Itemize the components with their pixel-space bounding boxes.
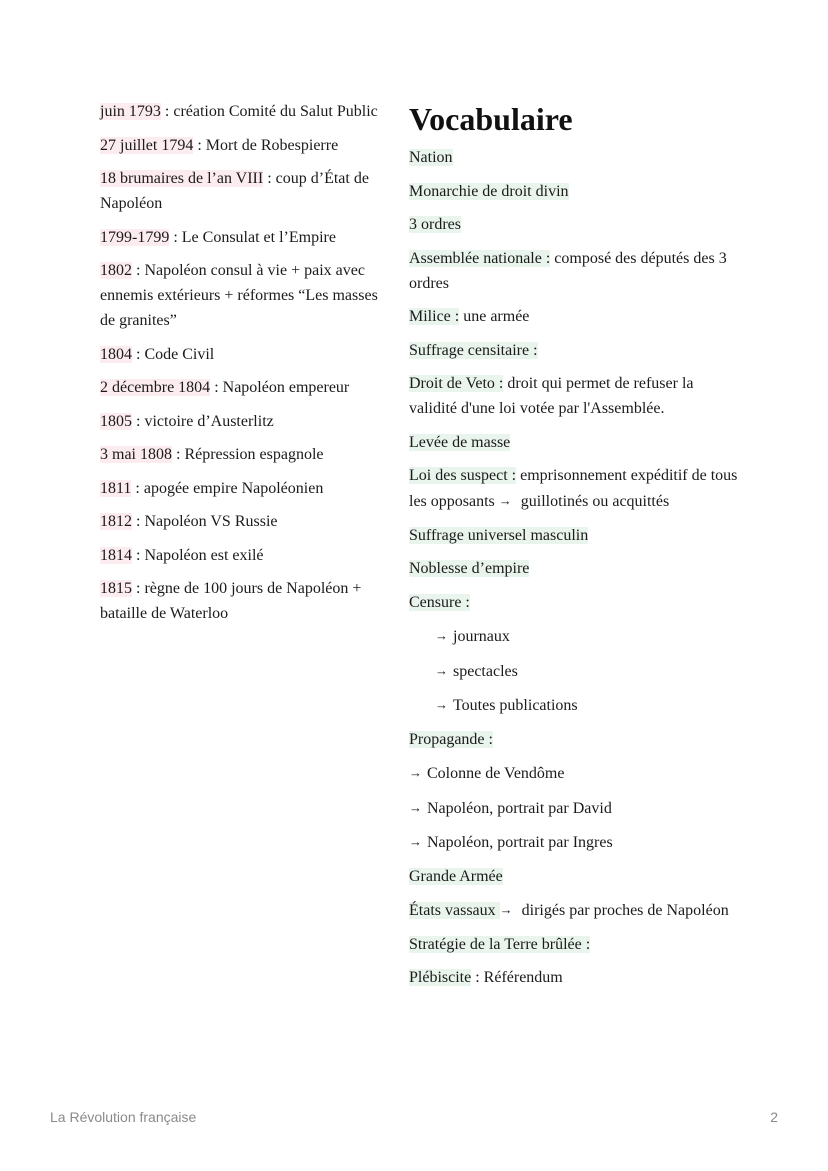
arrow-right-icon: → <box>435 628 448 643</box>
timeline-date: 1805 <box>100 412 132 430</box>
timeline-entry <box>100 476 385 501</box>
vocab-entry-noblesse <box>409 556 739 581</box>
censure-item <box>409 692 739 718</box>
timeline-entry <box>100 576 385 626</box>
vocab-entry-suffrage-universel <box>409 523 739 548</box>
timeline-date: 18 brumaires de l’an VIII <box>100 170 264 187</box>
censure-item-label: Toutes publications <box>453 697 578 714</box>
timeline-date: 1812 <box>100 513 132 530</box>
vocab-entry-terre-brulee <box>409 932 739 957</box>
vocab-entry-ordres <box>409 212 739 237</box>
timeline-text: : victoire d’Austerlitz <box>132 412 274 430</box>
vocab-definition: droit qui permet de refuser la validité d'une loi votée par l'Assemblée. <box>409 375 694 417</box>
vocab-definition: : Référendum <box>471 969 563 986</box>
propagande-item-label: Napoléon, portrait par David <box>427 799 612 817</box>
propagande-item <box>409 760 739 786</box>
vocab-term: Nation <box>409 149 453 166</box>
timeline-entry <box>100 166 385 216</box>
propagande-item-label: Colonne de Vendôme <box>427 765 565 782</box>
timeline-entry <box>100 442 385 467</box>
vocab-term: 3 ordres <box>409 216 461 233</box>
vocab-entry-milice <box>409 304 739 329</box>
arrow-right-icon: → <box>435 697 448 712</box>
vocab-entry-assemblee <box>409 246 739 296</box>
vocab-entry-suffrage-censitaire <box>409 338 739 363</box>
arrow-right-icon: → <box>435 662 448 678</box>
timeline-entry <box>100 133 385 158</box>
timeline-text: : Napoléon empereur <box>210 379 350 396</box>
timeline-text: : Napoléon VS Russie <box>132 513 278 530</box>
timeline-date: juin 1793 <box>100 103 161 120</box>
vocab-term: Levée de masse <box>409 433 511 451</box>
footer-page-number: 2 <box>770 1109 778 1125</box>
timeline-entry <box>100 375 385 400</box>
timeline-date: 2 décembre 1804 <box>100 379 211 396</box>
arrow-right-icon: → <box>499 902 513 917</box>
timeline-text: : règne de 100 jours de Napoléon + bataille de Waterloo <box>100 580 362 622</box>
vocab-entry-censure <box>409 590 739 615</box>
timeline-date: 1804 <box>100 345 132 363</box>
footer-document-title: La Révolution française <box>50 1109 197 1125</box>
censure-item <box>409 623 739 649</box>
vocabulary-column <box>409 99 739 999</box>
vocab-term: États vassaux <box>409 902 500 919</box>
vocab-entry-propagande <box>409 727 739 752</box>
timeline-date: 1802 <box>100 262 132 279</box>
timeline-text: : coup d’État de Napoléon <box>100 170 369 212</box>
timeline-entry <box>100 225 385 250</box>
vocab-entry-nation <box>409 145 739 170</box>
vocab-entry-plebiscite <box>409 965 739 990</box>
vocab-definition: une armée <box>459 308 530 325</box>
timeline-date: 1799-1799 <box>100 228 170 246</box>
arrow-right-icon: → <box>498 493 512 508</box>
timeline-entry <box>100 509 385 534</box>
vocab-term: Censure : <box>409 593 470 611</box>
vocab-term: Plébiscite <box>409 969 472 986</box>
timeline-entry <box>100 342 385 367</box>
timeline-text: : Le Consulat et l’Empire <box>169 228 336 246</box>
vocab-entry-levee <box>409 430 739 455</box>
timeline-date: 1814 <box>100 546 132 564</box>
vocab-definition: emprisonnement expéditif de tous les opposants <box>409 467 738 510</box>
censure-item-label: spectacles <box>453 662 518 680</box>
timeline-column <box>100 99 385 635</box>
vocab-definition: dirigés par proches de Napoléon <box>517 902 729 919</box>
vocab-term: Suffrage universel masculin <box>409 526 589 544</box>
propagande-item-label: Napoléon, portrait par Ingres <box>427 834 613 851</box>
vocab-definition: composé des députés des 3 ordres <box>409 249 727 292</box>
timeline-text: : création Comité du Salut Public <box>160 103 378 120</box>
vocab-entry-grande-armee <box>409 864 739 889</box>
vocab-term: Droit de Veto : <box>409 375 504 392</box>
arrow-right-icon: → <box>409 834 422 849</box>
timeline-text: : apogée empire Napoléonien <box>131 479 324 497</box>
vocabulary-title: Vocabulaire <box>409 101 573 137</box>
censure-item <box>409 658 739 684</box>
vocab-term: Assemblée nationale : <box>409 249 551 267</box>
vocab-term: Noblesse d’empire <box>409 560 530 577</box>
vocab-term: Loi des suspect : <box>409 467 517 484</box>
propagande-item <box>409 829 739 855</box>
vocab-entry-veto <box>409 371 739 421</box>
timeline-date: 1815 <box>100 580 132 597</box>
timeline-entry <box>100 409 385 434</box>
timeline-text: : Code Civil <box>132 345 215 363</box>
vocab-term: Monarchie de droit divin <box>409 182 569 200</box>
vocab-term: Propagande : <box>409 730 493 748</box>
vocab-term: Milice : <box>409 308 460 325</box>
vocab-entry-etats-vassaux <box>409 897 739 923</box>
timeline-entry <box>100 99 385 124</box>
timeline-text: : Napoléon consul à vie + paix avec ennemis extérieurs + réformes “Les masses de granites” <box>100 262 378 329</box>
timeline-text: : Répression espagnole <box>172 446 324 463</box>
vocab-term: Stratégie de la Terre brûlée : <box>409 935 591 953</box>
vocab-term: Grande Armée <box>409 867 503 885</box>
vocab-definition: guillotinés ou acquittés <box>516 493 670 510</box>
arrow-right-icon: → <box>409 765 422 780</box>
timeline-text: : Napoléon est exilé <box>132 546 264 564</box>
vocab-entry-monarchie <box>409 179 739 204</box>
censure-item-label: journaux <box>453 628 510 645</box>
timeline-date: 27 juillet 1794 <box>100 136 194 154</box>
propagande-item <box>409 795 739 821</box>
timeline-date: 3 mai 1808 <box>100 446 172 463</box>
timeline-entry <box>100 543 385 568</box>
arrow-right-icon: → <box>409 799 422 815</box>
timeline-date: 1811 <box>100 479 132 497</box>
vocab-entry-suspect <box>409 463 739 514</box>
timeline-entry <box>100 258 385 333</box>
vocab-term: Suffrage censitaire : <box>409 341 538 359</box>
timeline-text: : Mort de Robespierre <box>193 136 339 154</box>
